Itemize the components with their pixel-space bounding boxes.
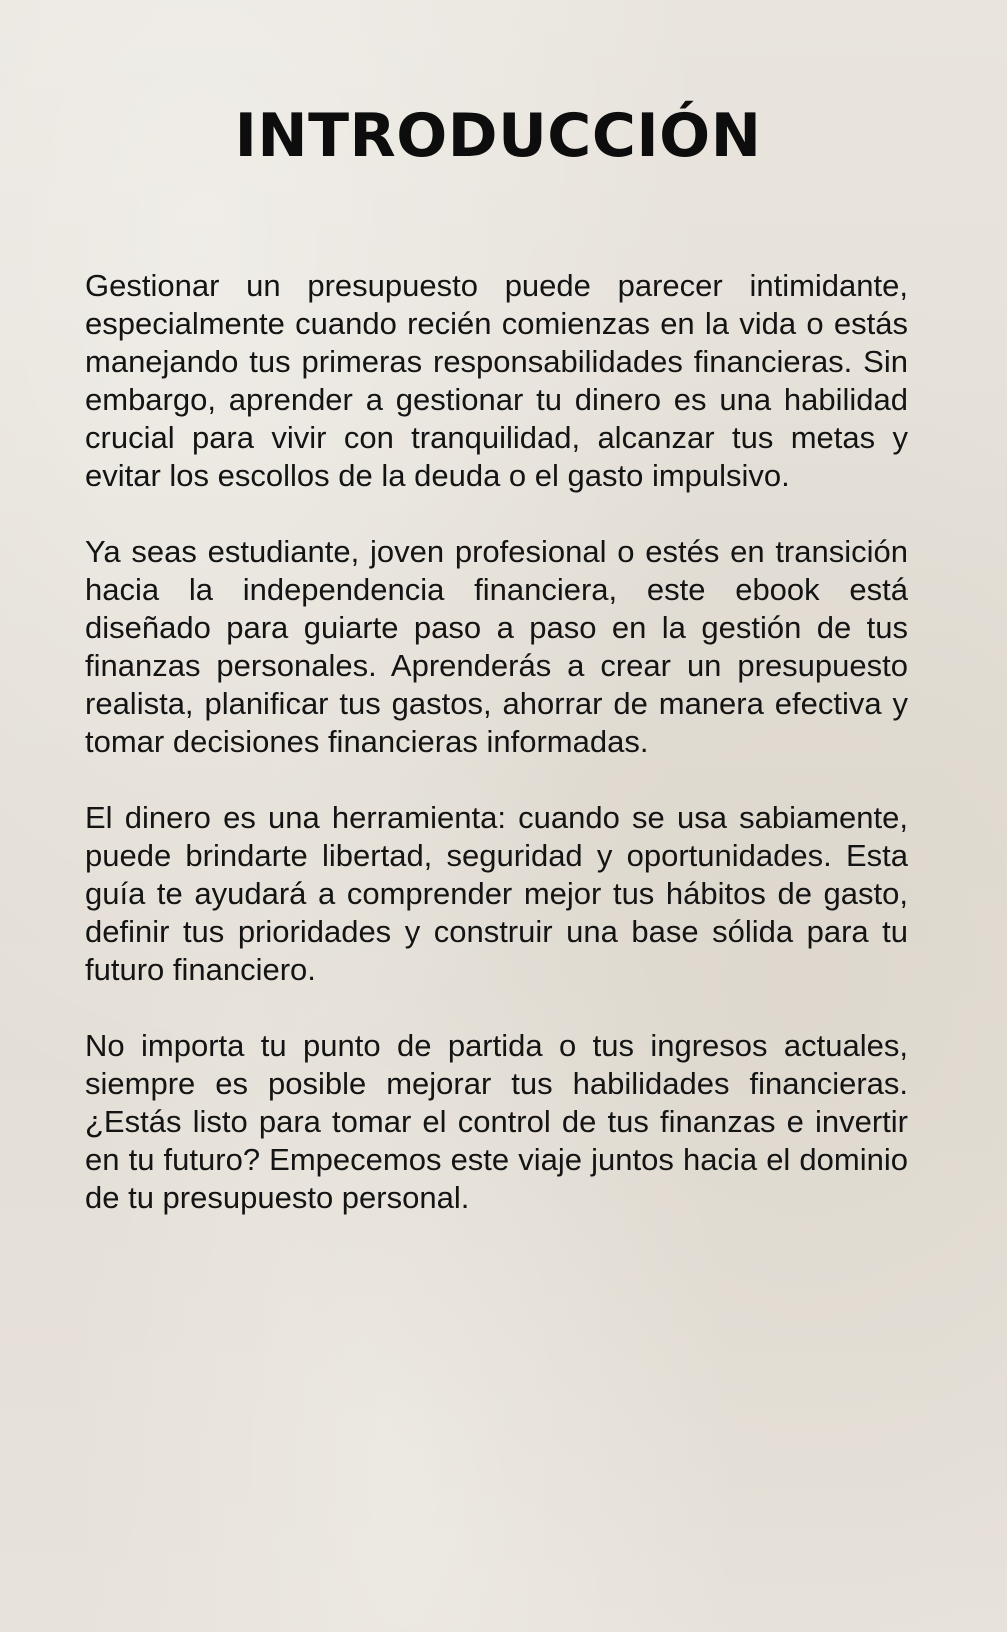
page-title: INTRODUCCIÓN: [234, 101, 762, 171]
paragraph-4: No importa tu punto de partida o tus ingresos actuales, siempre es posible mejorar tus habilidades financieras. ¿Estás listo para tomar el control de tus finanzas e invertir en tu futuro? Empecemos este viaje juntos hacia el dominio de tu presupuesto personal.: [85, 1028, 908, 1215]
paragraph-3: El dinero es una herramienta: cuando se usa sabiamente, puede brindarte libertad, seguridad y oportunidades. Esta guía te ayudará a comprender mejor tus hábitos de gasto, definir tus prioridades y construir una base sólida para tu futuro financiero.: [85, 800, 908, 987]
body-text: [85, 267, 908, 1255]
paragraph-1: Gestionar un presupuesto puede parecer intimidante, especialmente cuando recién comienzas en la vida o estás manejando tus primeras responsabilidades financieras. Sin embargo, aprender a gestionar tu dinero es una habilidad crucial para vivir con tranquilidad, alcanzar tus metas y evitar los escollos de la deuda o el gasto impulsivo.: [85, 268, 908, 493]
paragraph-2: Ya seas estudiante, joven profesional o estés en transición hacia la independencia financiera, este ebook está diseñado para guiarte paso a paso en la gestión de tus finanzas personales. Aprenderás a crear un presupuesto realista, planificar tus gastos, ahorrar de manera efectiva y tomar decisiones financieras informadas.: [85, 534, 908, 759]
